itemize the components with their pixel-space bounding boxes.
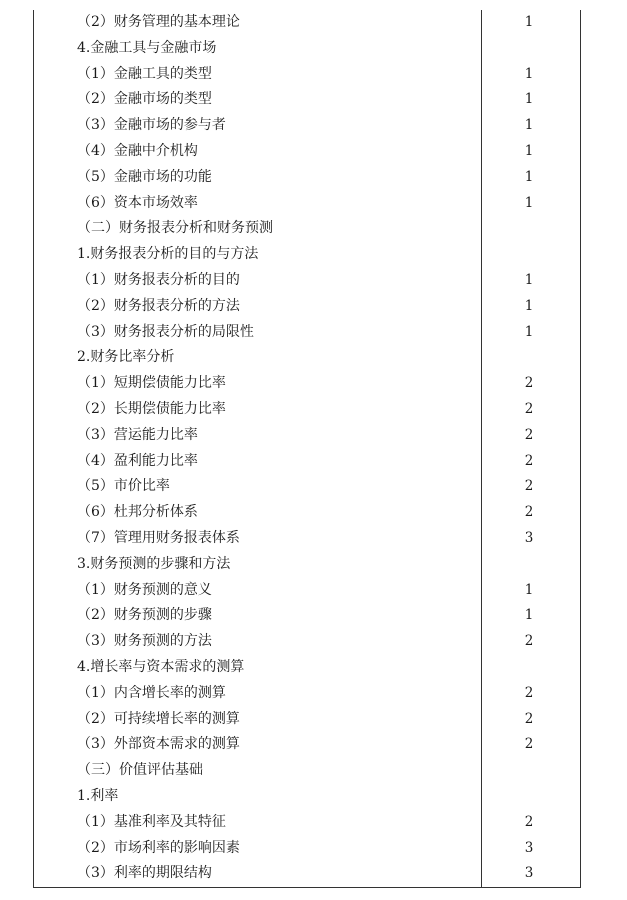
table-row bbox=[34, 242, 581, 268]
level-cell: 2 bbox=[524, 710, 534, 727]
level-cell: 1 bbox=[524, 607, 534, 624]
topic-cell: 4.增长率与资本需求的测算 bbox=[34, 655, 482, 681]
table-row bbox=[34, 87, 581, 113]
level-cell: 1 bbox=[524, 91, 534, 108]
topic-cell: （1）短期偿债能力比率 bbox=[34, 371, 482, 397]
level-cell: 2 bbox=[524, 478, 534, 495]
level-cell: 2 bbox=[524, 633, 534, 650]
level-cell: 1 bbox=[524, 323, 534, 340]
level-cell bbox=[482, 36, 581, 62]
topic-cell: （2）财务管理的基本理论 bbox=[34, 10, 482, 36]
level-cell: 2 bbox=[524, 375, 534, 392]
topic-cell: （3）营运能力比率 bbox=[34, 423, 482, 449]
topic-cell: （2）市场利率的影响因素 bbox=[34, 836, 482, 862]
table-row bbox=[34, 139, 581, 165]
topic-cell: （3）利率的期限结构 bbox=[34, 861, 482, 887]
table-row bbox=[34, 320, 581, 346]
level-cell: 2 bbox=[524, 504, 534, 521]
table-row bbox=[34, 707, 581, 733]
level-cell: 1 bbox=[524, 194, 534, 211]
topic-cell: （4）盈利能力比率 bbox=[34, 449, 482, 475]
level-cell bbox=[482, 216, 581, 242]
syllabus-table bbox=[33, 10, 581, 888]
table-row bbox=[34, 629, 581, 655]
table-row bbox=[34, 62, 581, 88]
topic-cell: （3）财务报表分析的局限性 bbox=[34, 320, 482, 346]
level-cell: 1 bbox=[524, 271, 534, 288]
topic-cell: （6）资本市场效率 bbox=[34, 191, 482, 217]
table-row bbox=[34, 526, 581, 552]
table-row bbox=[34, 449, 581, 475]
topic-cell: （3）外部资本需求的测算 bbox=[34, 732, 482, 758]
table-row bbox=[34, 294, 581, 320]
table-row bbox=[34, 784, 581, 810]
level-cell bbox=[482, 784, 581, 810]
level-cell bbox=[482, 758, 581, 784]
table-row bbox=[34, 268, 581, 294]
topic-cell: 2.财务比率分析 bbox=[34, 345, 482, 371]
topic-cell: （5）市价比率 bbox=[34, 474, 482, 500]
level-cell: 1 bbox=[524, 168, 534, 185]
topic-cell: （1）金融工具的类型 bbox=[34, 62, 482, 88]
level-cell: 2 bbox=[524, 400, 534, 417]
level-cell bbox=[482, 345, 581, 371]
topic-cell: 3.财务预测的步骤和方法 bbox=[34, 552, 482, 578]
level-cell: 2 bbox=[524, 736, 534, 753]
level-cell: 3 bbox=[524, 529, 534, 546]
table-row bbox=[34, 552, 581, 578]
topic-cell: （4）金融中介机构 bbox=[34, 139, 482, 165]
level-cell: 1 bbox=[524, 142, 534, 159]
level-cell: 1 bbox=[524, 117, 534, 134]
table-row bbox=[34, 397, 581, 423]
table-row bbox=[34, 732, 581, 758]
topic-cell: 4.金融工具与金融市场 bbox=[34, 36, 482, 62]
table-row bbox=[34, 681, 581, 707]
topic-cell: （1）财务报表分析的目的 bbox=[34, 268, 482, 294]
table-row bbox=[34, 758, 581, 784]
table-row bbox=[34, 810, 581, 836]
topic-cell: （7）管理用财务报表体系 bbox=[34, 526, 482, 552]
syllabus-table-body bbox=[34, 10, 581, 888]
table-row bbox=[34, 603, 581, 629]
table-row bbox=[34, 371, 581, 397]
table-row bbox=[34, 113, 581, 139]
table-row bbox=[34, 216, 581, 242]
level-cell: 2 bbox=[524, 426, 534, 443]
topic-cell: 1.利率 bbox=[34, 784, 482, 810]
table-row bbox=[34, 423, 581, 449]
level-cell: 2 bbox=[524, 813, 534, 830]
topic-cell: （3）金融市场的参与者 bbox=[34, 113, 482, 139]
table-row bbox=[34, 165, 581, 191]
topic-cell: （1）财务预测的意义 bbox=[34, 578, 482, 604]
topic-cell: （2）财务报表分析的方法 bbox=[34, 294, 482, 320]
level-cell bbox=[482, 552, 581, 578]
topic-cell: （二）财务报表分析和财务预测 bbox=[34, 216, 482, 242]
topic-cell: （2）长期偿债能力比率 bbox=[34, 397, 482, 423]
topic-cell: （6）杜邦分析体系 bbox=[34, 500, 482, 526]
topic-cell: （三）价值评估基础 bbox=[34, 758, 482, 784]
level-cell: 2 bbox=[524, 684, 534, 701]
topic-cell: （2）金融市场的类型 bbox=[34, 87, 482, 113]
topic-cell: （5）金融市场的功能 bbox=[34, 165, 482, 191]
table-row bbox=[34, 345, 581, 371]
table-row bbox=[34, 474, 581, 500]
table-row bbox=[34, 500, 581, 526]
level-cell: 3 bbox=[524, 865, 534, 882]
topic-cell: （1）内含增长率的测算 bbox=[34, 681, 482, 707]
level-cell: 1 bbox=[524, 297, 534, 314]
level-cell: 1 bbox=[524, 581, 534, 598]
level-cell: 1 bbox=[524, 14, 534, 30]
table-row bbox=[34, 861, 581, 887]
topic-cell: （1）基准利率及其特征 bbox=[34, 810, 482, 836]
topic-cell: 1.财务报表分析的目的与方法 bbox=[34, 242, 482, 268]
level-cell bbox=[482, 655, 581, 681]
level-cell: 1 bbox=[524, 65, 534, 82]
level-cell bbox=[482, 242, 581, 268]
topic-cell: （3）财务预测的方法 bbox=[34, 629, 482, 655]
level-cell: 2 bbox=[524, 452, 534, 469]
table-row bbox=[34, 191, 581, 217]
table-row bbox=[34, 10, 581, 36]
table-row bbox=[34, 655, 581, 681]
topic-cell: （2）可持续增长率的测算 bbox=[34, 707, 482, 733]
topic-cell: （2）财务预测的步骤 bbox=[34, 603, 482, 629]
table-row bbox=[34, 36, 581, 62]
table-row bbox=[34, 836, 581, 862]
table-row bbox=[34, 578, 581, 604]
level-cell: 3 bbox=[524, 839, 534, 856]
